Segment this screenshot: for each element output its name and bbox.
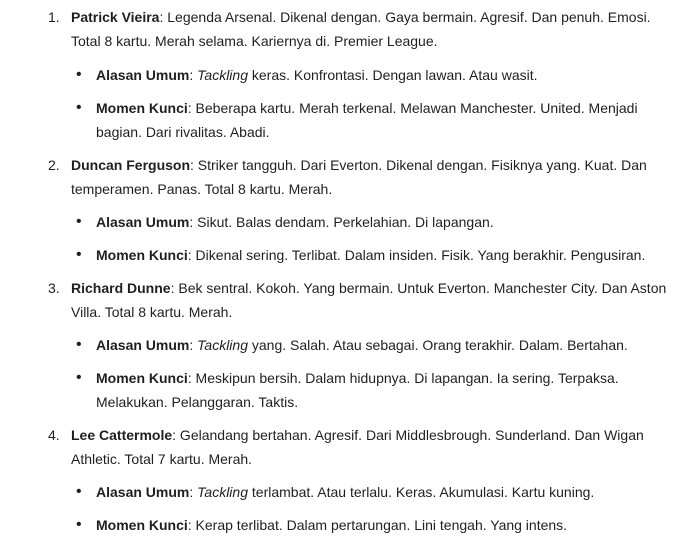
detail-reason [0,333,668,357]
reason-label: Alasan Umum [96,484,190,500]
player-item [0,153,688,267]
detail-list [71,333,668,414]
detail-reason [0,480,668,504]
colon: : [189,67,198,83]
reason-label: Alasan Umum [96,67,190,83]
detail-moment [0,366,668,414]
reason-italic: Tackling [197,67,248,83]
detail-moment [0,513,668,537]
player-line [71,5,668,53]
moment-text: : Meskipun bersih. Dalam hidupnya. Di lapangan. Ia sering. Terpaksa. Melakukan. Pelanggaran. Taktis. [96,370,619,410]
player-description: : Legenda Arsenal. Dikenal dengan. Gaya bermain. Agresif. Dan penuh. Emosi. Total 8 kartu. Merah selama. Kariernya di. Premier League. [71,9,651,49]
moment-label: Momen Kunci [96,517,188,533]
reason-italic: Tackling [197,337,248,353]
moment-text: : Dikenal sering. Terlibat. Dalam insiden. Fisik. Yang berakhir. Pengusiran. [187,247,646,263]
reason-text: keras. Konfrontasi. Dengan lawan. Atau wasit. [248,67,538,83]
bullet-icon: • [76,99,82,116]
bullet-icon: • [76,66,82,83]
colon: : [189,337,198,353]
detail-list [71,480,668,537]
item-number: 4. [48,427,60,443]
player-name: Richard Dunne [71,280,171,296]
detail-reason [0,63,668,87]
reason-label: Alasan Umum [96,214,190,230]
moment-text: : Kerap terlibat. Dalam pertarungan. Lini tengah. Yang intens. [187,517,568,533]
bullet-icon: • [76,483,82,500]
player-line [71,153,668,201]
bullet-icon: • [76,336,82,353]
bullet-icon: • [76,213,82,230]
player-name: Patrick Vieira [71,9,160,25]
detail-moment [0,96,668,144]
player-line [71,423,668,471]
detail-moment [0,243,668,267]
player-item [0,5,688,144]
bullet-icon: • [76,516,82,533]
detail-list [71,210,668,267]
reason-label: Alasan Umum [96,337,190,353]
item-number: 1. [48,9,60,25]
detail-list [71,63,668,144]
item-number: 3. [48,280,60,296]
detail-reason [0,210,668,234]
bullet-icon: • [76,369,82,386]
bullet-icon: • [76,246,82,263]
item-number: 2. [48,157,60,173]
reason-text: yang. Salah. Atau sebagai. Orang terakhir. Dalam. Bertahan. [248,337,628,353]
reason-text: terlambat. Atau terlalu. Keras. Akumulasi. Kartu kuning. [248,484,595,500]
reason-text: : Sikut. Balas dendam. Perkelahian. Di lapangan. [189,214,494,230]
reason-italic: Tackling [197,484,248,500]
player-description: : Striker tangguh. Dari Everton. Dikenal dengan. Fisiknya yang. Kuat. Dan temperamen. Panas. Total 8 kartu. Merah. [71,157,647,197]
moment-text: : Beberapa kartu. Merah terkenal. Melawan Manchester. United. Menjadi bagian. Dari rivalitas. Abadi. [96,100,638,140]
colon: : [189,484,198,500]
player-item [0,423,688,537]
player-line [71,276,668,324]
player-name: Duncan Ferguson [71,157,191,173]
moment-label: Momen Kunci [96,100,188,116]
player-description: : Gelandang bertahan. Agresif. Dari Middlesbrough. Sunderland. Dan Wigan Athletic. Total 7 kartu. Merah. [71,427,644,467]
moment-label: Momen Kunci [96,370,188,386]
player-list [0,5,688,537]
player-name: Lee Cattermole [71,427,173,443]
player-item [0,276,688,414]
player-description: : Bek sentral. Kokoh. Yang bermain. Untuk Everton. Manchester City. Dan Aston Villa. Total 8 kartu. Merah. [71,280,667,320]
moment-label: Momen Kunci [96,247,188,263]
